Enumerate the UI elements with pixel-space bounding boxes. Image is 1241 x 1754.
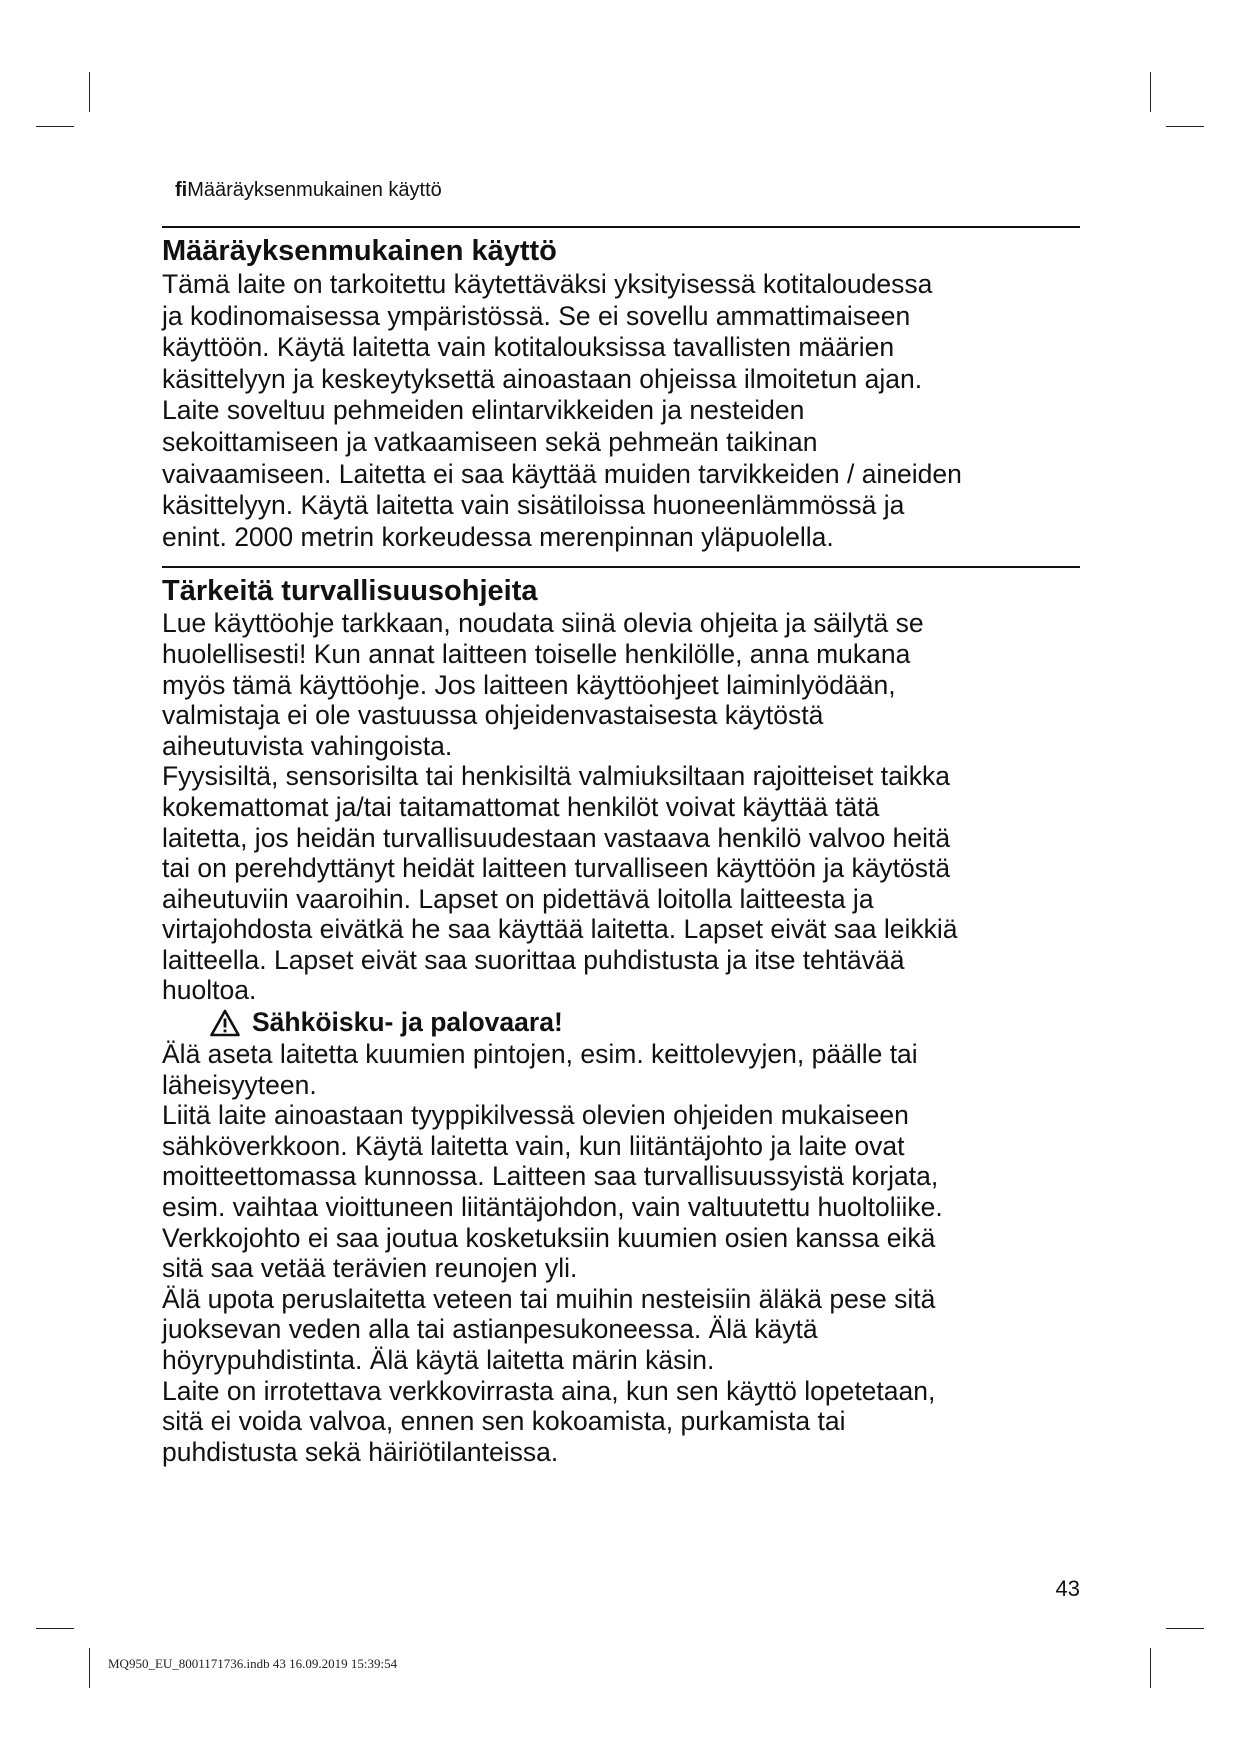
warning-title: Sähköisku- ja palovaara!: [252, 1007, 563, 1038]
body-line: Laite on irrotettava verkkovirrasta aina, kun sen käyttö lopetetaan,: [162, 1375, 936, 1406]
section-title: Tärkeitä turvallisuusohjeita: [162, 575, 538, 608]
footer-file: MQ950_EU_8001171736.indb 43: [108, 1656, 286, 1671]
body-line: virtajohdosta eivätkä he saa käyttää laitetta. Lapset eivät saa leikkiä: [162, 914, 958, 945]
body-line: puhdistusta sekä häiriötilanteissa.: [162, 1436, 559, 1467]
crop-mark-bottom-right-horizontal: [1166, 1628, 1204, 1629]
body-line: Älä aseta laitetta kuumien pintojen, esim. keittolevyjen, päälle tai: [162, 1039, 918, 1070]
body-line: sekoittamiseen ja vatkaamiseen sekä pehmeän taikinan: [162, 426, 818, 457]
section-body: [162, 269, 1080, 552]
crop-mark-bottom-right-vertical: [1150, 1648, 1151, 1688]
body-line: käsittelyyn ja keskeytyksettä ainoastaan ohjeissa ilmoitetun ajan.: [162, 363, 923, 394]
footer-slug: [108, 1656, 397, 1672]
body-line: Fyysisiltä, sensorisilta tai henkisiltä valmiuksiltaan rajoitteiset taikka: [162, 761, 950, 792]
crop-mark-bottom-left-vertical: [89, 1648, 90, 1688]
language-code: fi: [175, 179, 188, 201]
page-content: [162, 226, 1080, 1467]
footer-timestamp: 16.09.2019 15:39:54: [289, 1656, 398, 1671]
body-line: sitä ei voida valvoa, ennen sen kokoamista, purkamista tai: [162, 1406, 846, 1437]
body-line: Älä upota peruslaitetta veteen tai muihin nesteisiin äläkä pese sitä: [162, 1283, 936, 1314]
body-line: aiheutuviin vaaroihin. Lapset on pidettävä loitolla laitteesta ja: [162, 883, 874, 914]
body-line: sitä saa vetää terävien reunojen yli.: [162, 1253, 578, 1284]
section-rule: [162, 226, 1080, 228]
body-line: enint. 2000 metrin korkeudessa merenpinnan yläpuolella.: [162, 521, 834, 552]
body-line: valmistaja ei ole vastuussa ohjeidenvastaisesta käytöstä: [162, 700, 824, 731]
body-line: Liitä laite ainoastaan tyyppikilvessä olevien ohjeiden mukaiseen: [162, 1100, 909, 1131]
body-line: esim. vaihtaa vioittuneen liitäntäjohdon, vain valtuutettu huoltoliike.: [162, 1192, 943, 1223]
section-body: [162, 608, 1080, 1006]
body-line: läheisyyteen.: [162, 1069, 317, 1100]
crop-mark-top-right-vertical: [1150, 72, 1151, 112]
body-line: vaivaamiseen. Laitetta ei saa käyttää muiden tarvikkeiden / aineiden: [162, 458, 962, 489]
body-line: Laite soveltuu pehmeiden elintarvikkeiden ja nesteiden: [162, 395, 805, 426]
section-intended-use: [162, 226, 1080, 552]
crop-mark-top-right-horizontal: [1166, 126, 1204, 127]
body-line: myös tämä käyttöohje. Jos laitteen käyttöohjeet laiminlyödään,: [162, 669, 896, 700]
body-line: höyrypuhdistinta. Älä käytä laitetta märin käsin.: [162, 1345, 715, 1375]
body-line: käsittelyyn. Käytä laitetta vain sisätiloissa huoneenlämmössä ja: [162, 490, 905, 521]
body-line: laitetta, jos heidän turvallisuudestaan vastaava henkilö valvoo heitä: [162, 822, 951, 853]
crop-mark-top-left-vertical: [89, 72, 90, 112]
running-title: Määräyksenmukainen käyttö: [187, 179, 442, 201]
section-title: Määräyksenmukainen käyttö: [162, 235, 557, 267]
page-number: 43: [1055, 1576, 1080, 1601]
warning-heading: [210, 1006, 1080, 1039]
body-line: laitteella. Lapset eivät saa suorittaa puhdistusta ja itse tehtävää: [162, 944, 905, 975]
body-line: Verkkojohto ei saa joutua kosketuksiin kuumien osien kanssa eikä: [162, 1222, 936, 1253]
body-line: tai on perehdyttänyt heidät laitteen turvalliseen käyttöön ja käytöstä: [162, 853, 951, 884]
body-line: juoksevan veden alla tai astianpesukoneessa. Älä käytä: [162, 1314, 818, 1345]
body-line: sähköverkkoon. Käytä laitetta vain, kun liitäntäjohto ja laite ovat: [162, 1130, 905, 1161]
section-safety-instructions: [162, 566, 1080, 1467]
body-line: huolellisesti! Kun annat laitteen toiselle henkilölle, anna mukana: [162, 638, 911, 669]
body-line: aiheutuvista vahingoista.: [162, 730, 453, 761]
crop-mark-top-left-horizontal: [36, 126, 74, 127]
section-rule: [162, 566, 1080, 568]
body-line: Tämä laite on tarkoitettu käytettäväksi yksityisessä kotitaloudessa: [162, 269, 933, 299]
body-line: ja kodinomaisessa ympäristössä. Se ei sovellu ammattimaiseen: [162, 300, 911, 331]
section-body: [162, 1039, 1080, 1467]
body-line: käyttöön. Käytä laitetta vain kotitalouksissa tavallisten määrien: [162, 332, 895, 363]
warning-triangle-icon: [210, 1009, 240, 1037]
body-line: kokemattomat ja/tai taitamattomat henkilöt voivat käyttää tätä: [162, 791, 880, 822]
body-line: moitteettomassa kunnossa. Laitteen saa turvallisuussyistä korjata,: [162, 1161, 939, 1192]
crop-mark-bottom-left-horizontal: [36, 1628, 74, 1629]
body-line: huoltoa.: [162, 975, 257, 1006]
body-line: Lue käyttöohje tarkkaan, noudata siinä olevia ohjeita ja säilytä se: [162, 608, 924, 639]
running-head: [175, 178, 442, 202]
